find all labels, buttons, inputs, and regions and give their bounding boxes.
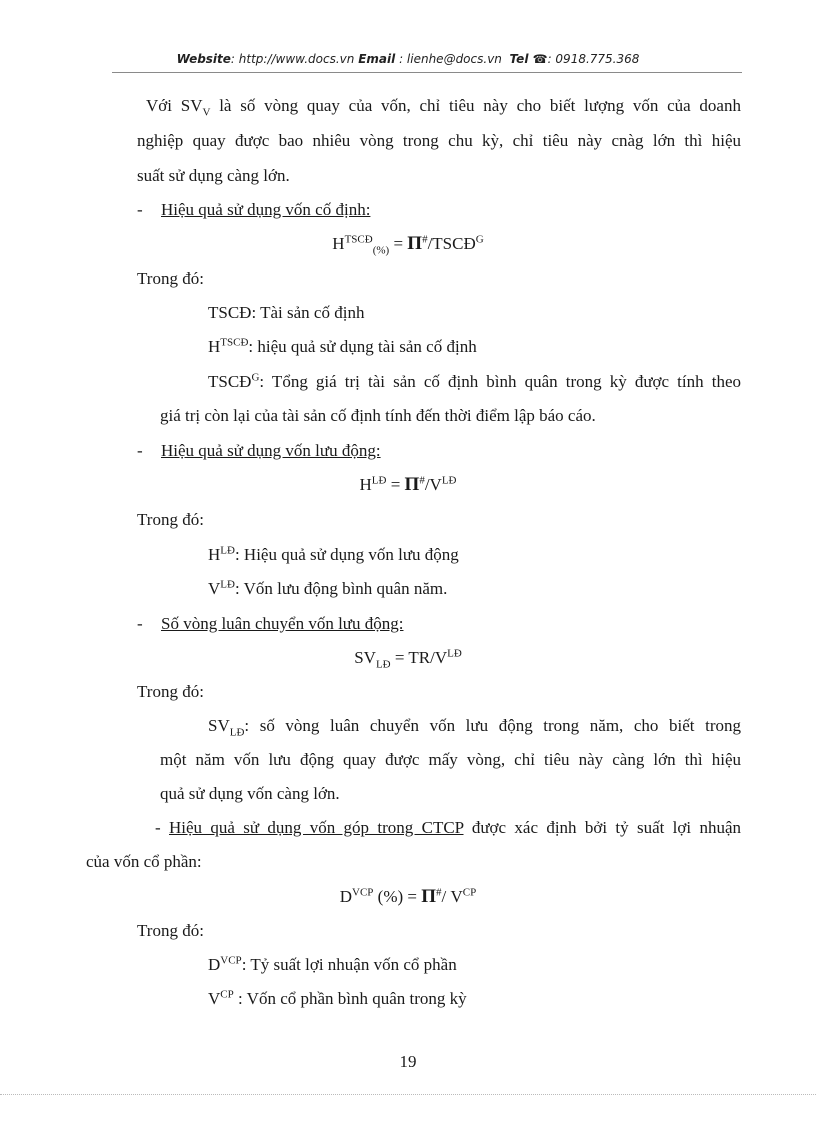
section2-trong-do: Trong đó: (137, 510, 204, 529)
section4-def2: $V^{CP}$ : Vốn cổ phần bình quân trong kỳ (208, 988, 467, 1008)
section1-trong-do: Trong đó: (137, 269, 204, 288)
header-divider (112, 72, 742, 73)
para1-line2: nghiệp quay được bao nhiêu vòng trong chu kỳ, chỉ tiêu này cnàg lớn thì hiệu (137, 131, 741, 150)
page-number: 19 (399, 1052, 417, 1071)
section4-line2: của vốn cổ phần: (86, 852, 202, 871)
section3-heading: - Số vòng luân chuyển vốn lưu động: (137, 614, 404, 633)
para1-line1: Với $SV_V$ là số vòng quay của vốn, chỉ tiêu này cho biết lượng vốn của doanh (146, 96, 741, 119)
section4-trong-do: Trong đó: (137, 921, 204, 940)
section3-def1-cont2: quả sử dụng vốn càng lớn. (160, 784, 340, 803)
section3-formula: $SV_{LĐ} = TR/V^{LĐ}$ (354, 647, 462, 671)
section3-title: Số vòng luân chuyển vốn lưu động: (161, 614, 404, 633)
section1-def3: $TSCĐ^G$: Tổng giá trị tài sản cố định bình quân trong kỳ được tính theo (208, 371, 741, 391)
section4-def1: $D^{VCP}$: Tỷ suất lợi nhuận vốn cổ phần (208, 954, 457, 974)
section1-def3-cont: giá trị còn lại của tài sản cố định tính đến thời điểm lập báo cáo. (160, 406, 596, 425)
footer-divider (0, 1094, 816, 1095)
para1-line3: suất sử dụng càng lớn. (137, 166, 290, 185)
tel-value: : 0918.775.368 (547, 52, 640, 66)
section3-def1-cont: một năm vốn lưu động quay được mấy vòng, chỉ tiêu này càng lớn thì hiệu (160, 750, 741, 769)
section3-trong-do: Trong đó: (137, 682, 204, 701)
section2-def2: $V^{LĐ}$: Vốn lưu động bình quân năm. (208, 578, 448, 598)
section4-heading: - Hiệu quả sử dụng vốn góp trong CTCP được xác định bởi tỷ suất lợi nhuận (155, 818, 741, 837)
tel-label: Tel ☎ (509, 52, 548, 66)
section1-def2: $H^{TSCĐ}$: hiệu quả sử dụng tài sản cố định (208, 336, 477, 356)
email-value[interactable]: : lienhe@docs.vn (399, 52, 502, 66)
section4-title: Hiệu quả sử dụng vốn góp trong CTCP (169, 818, 464, 837)
section2-title: Hiệu quả sử dụng vốn lưu động: (161, 441, 381, 460)
website-value[interactable]: : http://www.docs.vn (230, 52, 355, 66)
page-header (0, 52, 816, 66)
section1-heading: - Hiệu quả sử dụng vốn cố định: (137, 200, 371, 219)
section2-heading: - Hiệu quả sử dụng vốn lưu động: (137, 441, 381, 460)
section1-formula: $H^{TSCĐ}_{(\%)}$ = $\Pi^{\#}/TSCĐ^G$ (332, 233, 484, 257)
section4-formula: $D^{VCP}$ (%) = Π#/ $V^{CP}$ (339, 886, 477, 907)
section3-def1: $SV_{LĐ}$: số vòng luân chuyển vốn lưu động trong năm, cho biết trong (208, 716, 741, 739)
email-label: Email (358, 52, 396, 66)
section2-formula: $H^{LĐ} = \Pi^{\#}/V^{LĐ}$ (359, 474, 457, 495)
section2-def1: $H^{LĐ}$: Hiệu quả sử dụng vốn lưu động (208, 544, 459, 564)
section1-def1: TSCĐ: Tài sản cố định (208, 303, 365, 322)
website-label: Website (176, 52, 231, 66)
section1-title: Hiệu quả sử dụng vốn cố định: (161, 200, 371, 219)
